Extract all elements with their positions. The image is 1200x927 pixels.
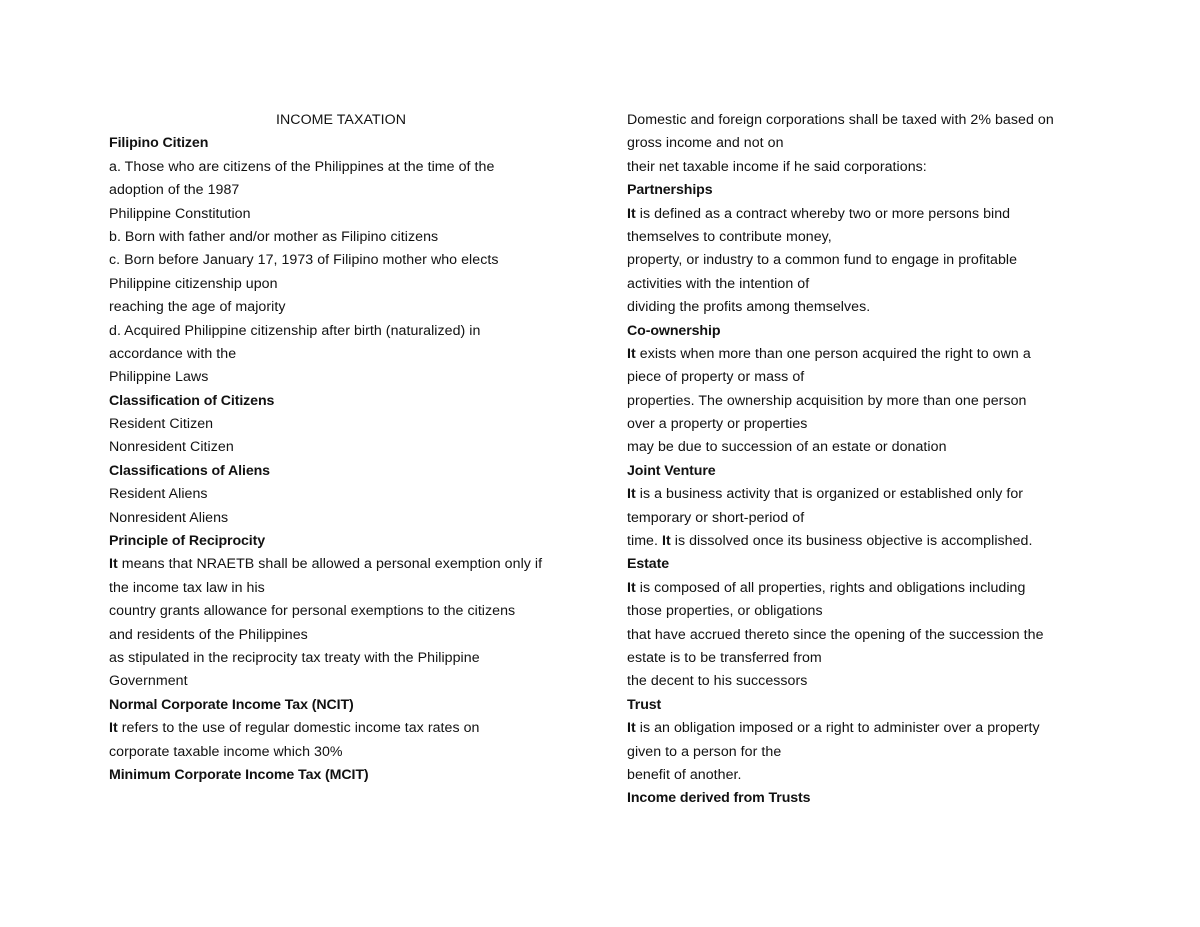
lead-word: It xyxy=(627,205,636,222)
line-rest: exists when more than one person acquired the right to own a xyxy=(635,345,1031,362)
lead-word: It xyxy=(627,720,636,737)
line-prefix: time. xyxy=(627,533,662,550)
text-line: the decent to his successors xyxy=(627,673,808,690)
heading-principle-reciprocity: Principle of Reciprocity xyxy=(109,533,266,550)
text-line: those properties, or obligations xyxy=(627,603,823,620)
heading-joint-venture: Joint Venture xyxy=(627,462,716,479)
text-line: dividing the profits among themselves. xyxy=(627,299,871,316)
lead-word: It xyxy=(109,556,118,573)
line-rest: is an obligation imposed or a right to administer over a property xyxy=(635,720,1040,737)
text-line: adoption of the 1987 xyxy=(109,182,240,199)
text-line: the income tax law in his xyxy=(109,579,265,596)
left-column xyxy=(109,109,579,787)
text-line xyxy=(627,717,1097,740)
text-line: themselves to contribute money, xyxy=(627,228,832,245)
text-line xyxy=(627,530,1097,553)
lead-word: It xyxy=(627,345,636,362)
heading-partnerships: Partnerships xyxy=(627,182,713,199)
text-line: d. Acquired Philippine citizenship after birth (naturalized) in xyxy=(109,322,481,339)
text-line: Domestic and foreign corporations shall be taxed with 2% based on xyxy=(627,112,1054,128)
text-line: benefit of another. xyxy=(627,766,742,783)
lead-word: It xyxy=(627,579,636,596)
text-line: c. Born before January 17, 1973 of Filipino mother who elects xyxy=(109,252,499,269)
text-line: reaching the age of majority xyxy=(109,299,286,316)
line-rest: is composed of all properties, rights and obligations including xyxy=(635,579,1026,596)
heading-estate: Estate xyxy=(627,556,669,573)
text-line: Resident Citizen xyxy=(109,416,214,433)
text-line: Nonresident Citizen xyxy=(109,439,234,456)
text-line: activities with the intention of xyxy=(627,275,810,292)
text-line: gross income and not on xyxy=(627,135,784,152)
document-title: INCOME TAXATION xyxy=(275,112,407,128)
line-rest: is a business activity that is organized or established only for xyxy=(635,486,1024,503)
text-line: Philippine Constitution xyxy=(109,205,251,222)
text-line: estate is to be transferred from xyxy=(627,649,822,666)
heading-ncit: Normal Corporate Income Tax (NCIT) xyxy=(109,696,354,713)
text-line: Philippine citizenship upon xyxy=(109,275,278,292)
text-line: over a property or properties xyxy=(627,416,808,433)
text-line: that have accrued thereto since the opening of the succession the xyxy=(627,626,1044,643)
text-line: Philippine Laws xyxy=(109,369,209,386)
text-line xyxy=(109,717,579,740)
text-line xyxy=(627,343,1097,366)
lead-word: It xyxy=(662,533,671,550)
text-line: accordance with the xyxy=(109,345,237,362)
text-line: may be due to succession of an estate or donation xyxy=(627,439,947,456)
text-line: as stipulated in the reciprocity tax treaty with the Philippine xyxy=(109,649,480,666)
text-line: a. Those who are citizens of the Philippines at the time of the xyxy=(109,158,495,175)
text-line: Government xyxy=(109,673,188,690)
line-rest: is defined as a contract whereby two or more persons bind xyxy=(635,205,1011,222)
heading-mcit: Minimum Corporate Income Tax (MCIT) xyxy=(109,766,369,783)
text-line: temporary or short-period of xyxy=(627,509,805,526)
text-line: Nonresident Aliens xyxy=(109,509,229,526)
text-line: property, or industry to a common fund to engage in profitable xyxy=(627,252,1018,269)
lead-word: It xyxy=(109,720,118,737)
text-line: corporate taxable income which 30% xyxy=(109,743,343,760)
heading-trust: Trust xyxy=(627,696,662,713)
text-line xyxy=(627,483,1097,506)
heading-filipino-citizen: Filipino Citizen xyxy=(109,135,209,152)
line-rest: means that NRAETB shall be allowed a personal exemption only if xyxy=(117,556,543,573)
text-line: b. Born with father and/or mother as Filipino citizens xyxy=(109,228,439,245)
text-line xyxy=(109,553,579,576)
heading-income-derived-trusts: Income derived from Trusts xyxy=(627,790,811,807)
heading-co-ownership: Co-ownership xyxy=(627,322,721,339)
heading-classification-aliens: Classifications of Aliens xyxy=(109,462,270,479)
text-line: piece of property or mass of xyxy=(627,369,805,386)
lead-word: It xyxy=(627,486,636,503)
heading-classification-citizens: Classification of Citizens xyxy=(109,392,275,409)
text-line: given to a person for the xyxy=(627,743,782,760)
text-line: Resident Aliens xyxy=(109,486,208,503)
text-line xyxy=(627,203,1097,226)
text-line: country grants allowance for personal exemptions to the citizens xyxy=(109,603,516,620)
line-rest: refers to the use of regular domestic income tax rates on xyxy=(117,720,480,737)
text-line: properties. The ownership acquisition by more than one person xyxy=(627,392,1027,409)
right-column xyxy=(627,109,1097,811)
text-line: and residents of the Philippines xyxy=(109,626,308,643)
text-line xyxy=(627,577,1097,600)
line-rest: is dissolved once its business objective is accomplished. xyxy=(670,533,1033,550)
text-line: their net taxable income if he said corporations: xyxy=(627,158,927,175)
